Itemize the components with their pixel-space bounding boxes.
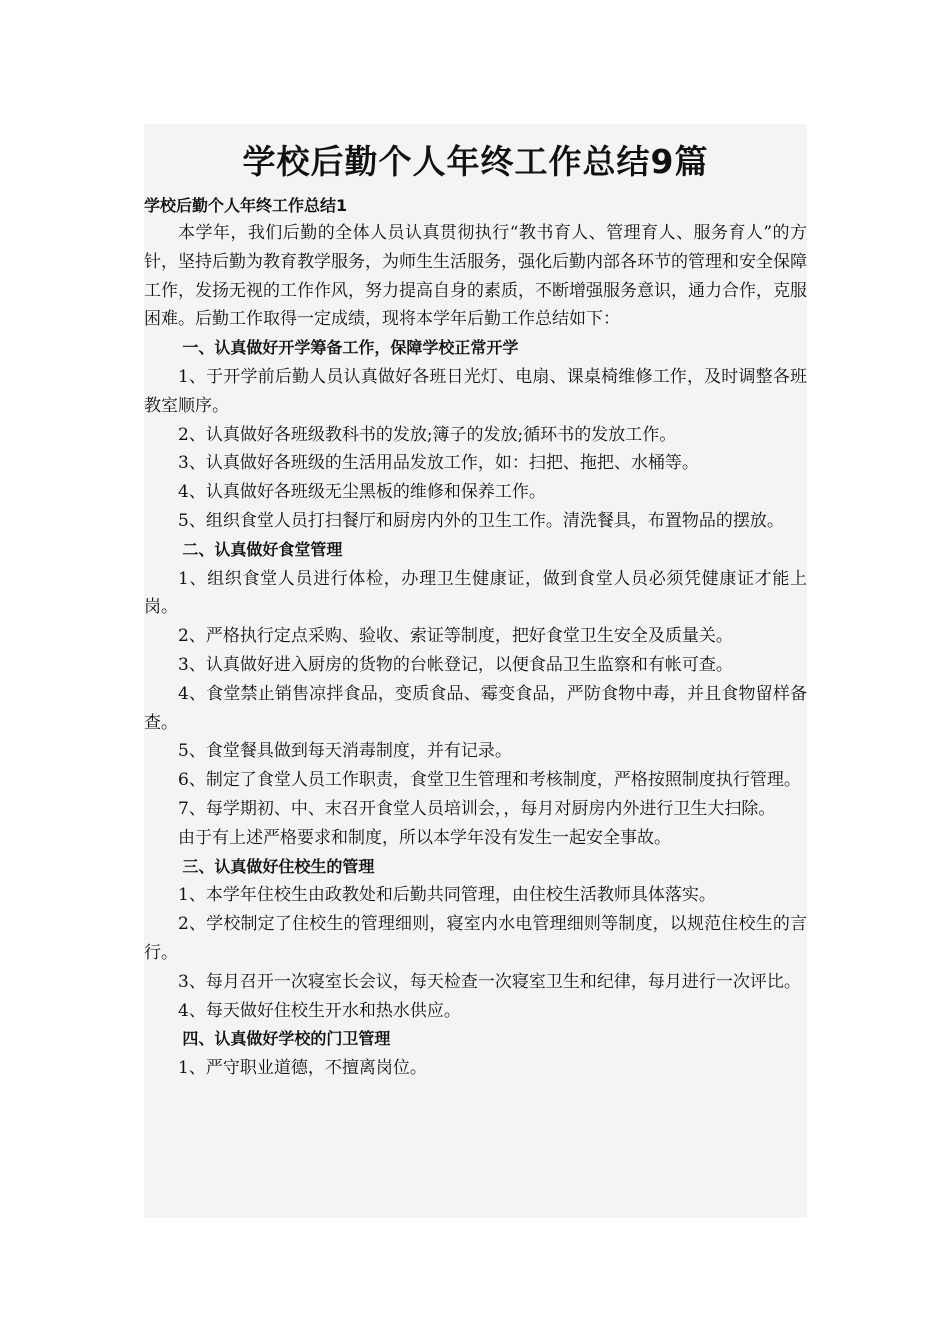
paragraph: 2、认真做好各班级教科书的发放;簿子的发放;循环书的发放工作。 bbox=[178, 424, 677, 445]
paragraph: 7、每学期初、中、末召开食堂人员培训会，，每月对厨房内外进行卫生大扫除。 bbox=[178, 798, 776, 819]
section-heading: 四、认真做好学校的门卫管理 bbox=[182, 1029, 391, 1049]
paragraph: 2、学校制定了住校生的管理细则，寝室内水电管理细则等制度，以规范住校生的言行。 bbox=[144, 914, 807, 963]
paragraph: 5、食堂餐具做到每天消毒制度，并有记录。 bbox=[178, 741, 512, 762]
paragraph: 1、于开学前后勤人员认真做好各班日光灯、电扇、课桌椅维修工作，及时调整各班教室顺序。 bbox=[144, 366, 807, 416]
paragraph: 1、本学年住校生由政教处和后勤共同管理，由住校生活教师具体落实。 bbox=[178, 885, 716, 906]
paragraph: 4、食堂禁止销售凉拌食品，变质食品、霉变食品，严防食物中毒，并且食物留样备查。 bbox=[144, 683, 807, 733]
document-title: 学校后勤个人年终工作总结9篇 bbox=[242, 142, 709, 181]
document-body bbox=[144, 124, 807, 1083]
paragraph: 本学年，我们后勤的全体人员认真贯彻执行“教书育人、管理育人、服务育人”的方针，坚持后勤为教育教学服务，为师生生活服务，强化后勤内部各环节的管理和安全保障工作，发扬无视的工作作风，努力提高自身的素质，不断增强服务意识，通力合作，克服困难。后勤工作取得一定成绩，现将本学年后勤工作总结如下： bbox=[144, 223, 807, 330]
paragraph: 1、组织食堂人员进行体检，办理卫生健康证，做到食堂人员必须凭健康证才能上岗。 bbox=[144, 568, 807, 618]
paragraph: 4、每天做好住校生开水和热水供应。 bbox=[178, 1000, 461, 1021]
document-blocks bbox=[144, 219, 807, 1083]
document-page bbox=[144, 124, 807, 1218]
section-heading: 三、认真做好住校生的管理 bbox=[182, 856, 375, 876]
section-subtitle: 学校后勤个人年终工作总结1 bbox=[144, 196, 348, 215]
paragraph: 3、每月召开一次寝室长会议，每天检查一次寝室卫生和纪律，每月进行一次评比。 bbox=[178, 971, 801, 992]
paragraph: 1、严守职业道德，不擅离岗位。 bbox=[178, 1058, 427, 1079]
paragraph: 4、认真做好各班级无尘黑板的维修和保养工作。 bbox=[178, 482, 546, 503]
paragraph: 由于有上述严格要求和制度，所以本学年没有发生一起安全事故。 bbox=[178, 827, 671, 848]
paragraph: 3、认真做好进入厨房的货物的台帐登记，以便食品卫生监察和有帐可查。 bbox=[178, 654, 733, 675]
section-heading: 一、认真做好开学筹备工作，保障学校正常开学 bbox=[182, 338, 519, 358]
paragraph: 3、认真做好各班级的生活用品发放工作，如：扫把、拖把、水桶等。 bbox=[178, 453, 699, 474]
paragraph: 6、制定了食堂人员工作职责，食堂卫生管理和考核制度，严格按照制度执行管理。 bbox=[178, 770, 801, 791]
section-heading: 二、认真做好食堂管理 bbox=[182, 539, 343, 559]
paragraph: 5、组织食堂人员打扫餐厅和厨房内外的卫生工作。清洗餐具，布置物品的摆放。 bbox=[178, 510, 784, 531]
paragraph: 2、严格执行定点采购、验收、索证等制度，把好食堂卫生安全及质量关。 bbox=[178, 626, 733, 647]
